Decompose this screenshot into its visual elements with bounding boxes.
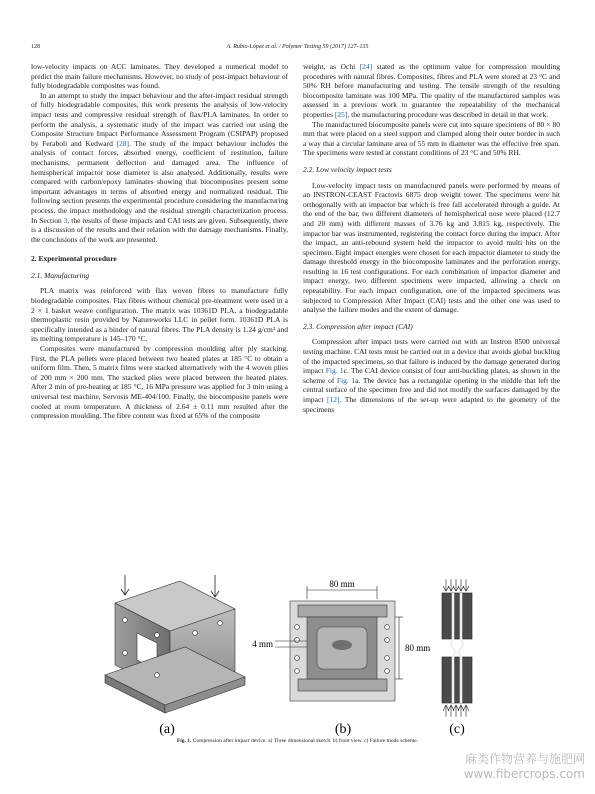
reference-link[interactable]: [28]	[116, 138, 129, 148]
bolt-hole	[295, 625, 300, 630]
bolt-hole	[295, 638, 300, 643]
figure-caption: Fig. 1. Compression after impact device. a) Three dimensional sketch. b) front view. c) Failure mode scheme.	[176, 738, 419, 744]
bolt-hole	[385, 656, 390, 661]
subsection-heading: 2.2. Low velocity impact tests	[303, 164, 392, 174]
bolt-hole	[155, 633, 160, 638]
reference-link[interactable]: [12]	[326, 395, 340, 404]
bolt-hole	[193, 631, 198, 636]
panel-label-a: (a)	[159, 722, 175, 737]
figure-link[interactable]: Fig. 1	[336, 375, 356, 385]
bolt-hole	[385, 669, 390, 674]
bolt-hole	[385, 625, 390, 630]
cai-device-3d-sketch	[105, 575, 245, 737]
reaction-arrows	[443, 705, 469, 717]
bolt-hole	[385, 638, 390, 643]
bolt-hole	[123, 651, 128, 656]
section-link[interactable]: 3	[63, 215, 68, 225]
failure-mode-scheme	[442, 579, 472, 737]
dimension-width: 80 mm	[329, 579, 355, 589]
figure-1	[95, 575, 515, 740]
bolt-hole	[123, 618, 128, 623]
running-header	[31, 44, 564, 56]
impact-damage	[332, 640, 352, 650]
paragraph: In an attempt to study the impact behaviour and the after-impact residual strength of fully biodegradable composites, this work presents the analysis of low-velocity impact tests and compressive residual strength of flax/PLA laminates. In order to perform the analysis, a systematic study of the impact was carried out using the Composite Structure Impact Performance Assessment Program (CSIPAP) proposed by Feraboli and Kedward [28]. The study of the impact behaviour includes the analysis of contact forces, absorbed energy, coefficient of restitution, failure mechanisms, permanent deflection and damaged area. The influence of hemispherical impactor nose diameter is also analysed. Additionally, results were compared with carbon/epoxy laminates showing that biocomposites present some important advantages in terms of absorbed energy and normalized residual. The following section presents the experimental procedure considering the manufacturing process, the impact methodology and the residual strength characterization process. In Section 3, the results of these impacts and CAI tests are given. Subsequently, there is a discussion of the results and their relation with the damage mechanisms. Finally, the conclusions of the work are presented.	[31, 90, 288, 244]
figure-number: Fig. 1.	[176, 738, 192, 744]
panel-label-c: (c)	[449, 722, 465, 737]
load-arrow	[121, 575, 129, 595]
subsection-heading: 2.1. Manufacturing	[31, 270, 90, 280]
paragraph: The manufactured biocomposite panels were cut into square specimens of 80 × 80 mm that were placed on a steel support and clamped along their outer border in such a way that a circular laminate area of 55 mm in diameter was the effective free span. The specimens were tested at constant conditions of 23 °C and 50% RH.	[303, 119, 560, 158]
journal-citation: A. Rubio-López et al. / Polymer Testing 59 (2017) 127–135	[226, 44, 369, 50]
left-column	[31, 62, 288, 421]
section-heading: 2. Experimental procedure	[31, 254, 117, 264]
reference-link[interactable]: [25]	[334, 109, 348, 119]
paragraph: low-velocity impacts on ACC laminates. They developed a numerical model to predict the main failure mechanisms. However, no study of post-impact behaviour of fully biodegradable composites was found.	[31, 62, 288, 91]
load-arrow	[211, 575, 219, 597]
watermark	[464, 752, 585, 782]
cai-device-front-view	[252, 579, 430, 737]
watermark-line: 麻类作物营养与施肥网	[464, 752, 585, 766]
upper-guide	[442, 593, 472, 639]
paragraph: Composites were manufactured by compression moulding after ply stacking. First, the PLA pellets were placed between two heated plates at 185 °C to obtain a uniform film. Then, 5 matrix films were stacked alternatively with the 4 woven plies of 200 mm × 200 mm. The stacked plies were placed between the heated plates. After 2 min of pre-heating at 185 °C, 16 MPa pressure was applied for 3 min using a universal test machine, Servosis ME-404/100. Finally, the biocomposite panels were cooled at room temperature. A thickness of 2.64 ± 0.11 mm resulted after the compression moulding. The fibre content was fixed at 65% of the composite	[31, 344, 288, 421]
lower-guide	[442, 657, 472, 703]
bolt-hole	[155, 673, 160, 678]
page-number: 128	[31, 44, 40, 50]
bolt-hole	[295, 656, 300, 661]
bottom-clamp	[298, 679, 387, 691]
bolt-hole	[218, 621, 223, 626]
paragraph: PLA matrix was reinforced with flax woven fibres to manufacture fully biodegradable composites. Flax fibres without chemical pre-treatment were used in a 2 × 1 basket weave configuration. The matrix was 10361D PLA, a biodegradable thermoplastic resin provided by Natureworks LLC in pellet form. 10361D PLA is specifically intended as a binder of natural fibres. The PLA density is 1.24 g/cm³ and its melting temperature is 145–170 °C.	[31, 286, 288, 344]
reference-link[interactable]: [24]	[359, 62, 373, 71]
right-column	[303, 62, 560, 414]
paragraph: Compression after impact tests were carried out with an Instron 8500 universal testing machine. CAI tests must be carried out in a device that avoids global buckling of the impacted specimens, so that failure is induced by the damage generated during impact Fig. 1c. The CAI device consist of four anti-buckling plates, as shown in the scheme of Fig. 1a. The device has a rectangular opening in the middle that left the central surface of the specimen free and did not modify the surfaces damaged by the impact [12]. The dimensions of the set-up were adapted to the geometry of the specimens	[303, 337, 560, 414]
dimension-height: 80 mm	[405, 643, 431, 653]
compression-arrows	[443, 579, 469, 591]
watermark-url: www.fibercrops.com	[463, 767, 585, 781]
paragraph: Low-velocity impact tests on manufactured panels were performed by means of an INSTRON-CEAST Fractovis 6875 drop weight tower. The specimens were hit orthogonally with an impactor bar which is free fall accelerated through a guide. At the end of the bar, two different diameters of hemispherical nose were placed (12.7 and 20 mm) with different masses of 3.76 kg and 3.815 kg, respectively. The impactor bar was instrumented, registering the contact force during the impact. After the impact, an anti-rebound system held the impactor to avoid multi hits on the specimen. Eight impact energies were chosen for each impactor diameter to study the damage threshold energy in the biocomposite laminates and the perforation energy, resulting in 16 test configurations. For each combination of impactor diameter and impact energy, two different specimens were impacted, allowing a check on repeatability. For each impact configuration, one of the impacted specimens was subjected to Compression After Impact (CAI) tests and the other one was used to analyse the failure modes and the extent of damage.	[303, 180, 560, 315]
bolt-hole	[295, 669, 300, 674]
figure-link[interactable]: Fig. 1	[325, 366, 344, 376]
paragraph: weight, as Ochi [24] stated as the optimum value for compression moulding procedures with natural fibres. Composites, fibres and PLA were stored at 23 °C and 50% RH before manufacturing and testing. The tensile strength of the resulting biocomposite laminate was 100 MPa. The quality of the manufactured samples was assessed in a previous work to guarantee the repeatability of the mechanical properties [25], the manufacturing procedure was described in detail in that work.	[303, 62, 560, 119]
panel-label-b: (b)	[334, 722, 352, 737]
dimension-gap: 4 mm	[252, 639, 273, 649]
subsection-heading: 2.3. Compression after impact (CAI)	[303, 321, 413, 331]
top-clamp	[298, 605, 387, 617]
